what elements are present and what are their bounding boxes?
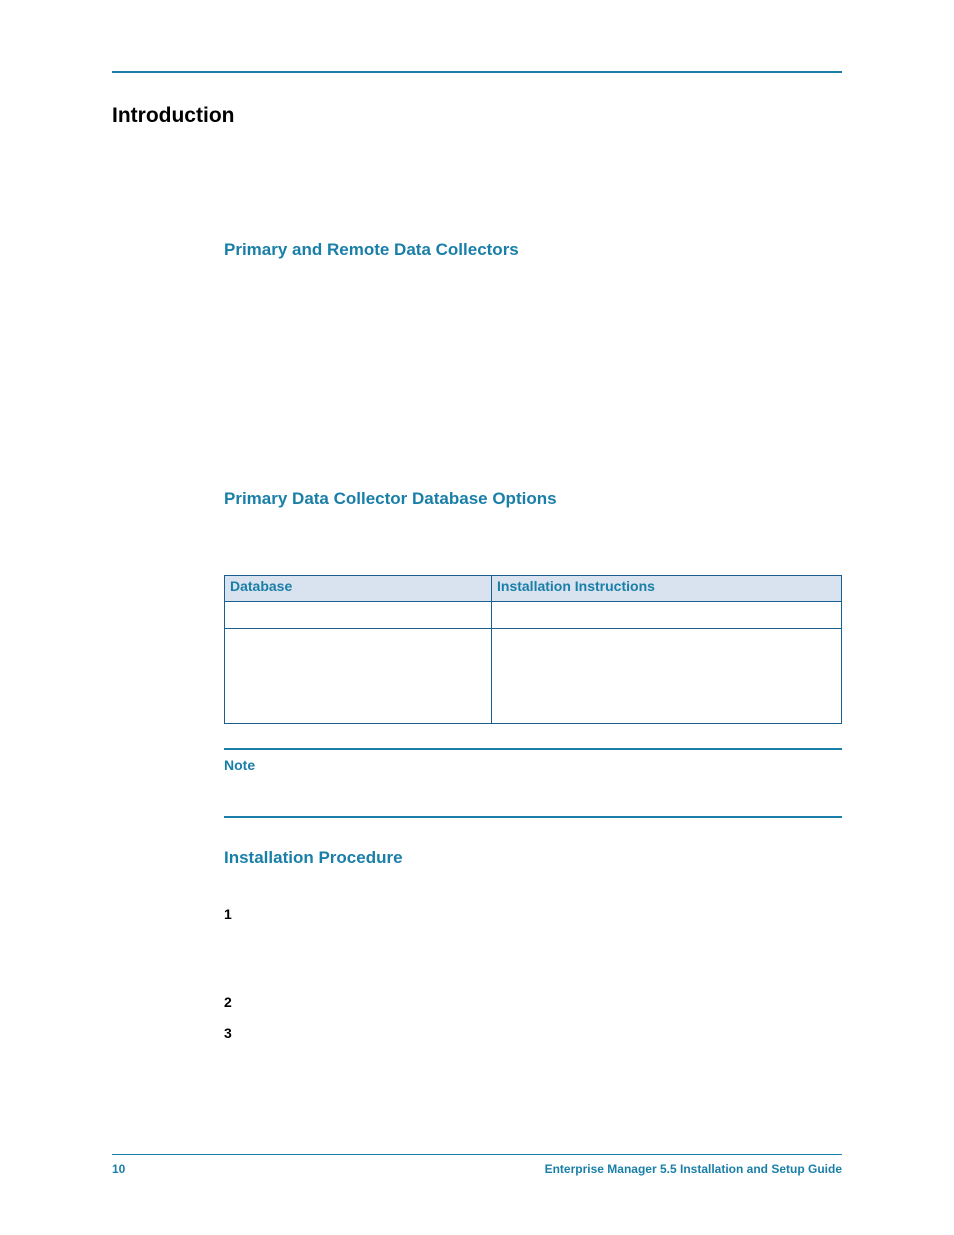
table-row xyxy=(225,629,842,724)
footer-rule xyxy=(112,1154,842,1155)
table-cell xyxy=(492,629,842,724)
table-header-row xyxy=(225,576,842,602)
chapter-title: Introduction xyxy=(112,104,235,127)
footer-guide-title: Enterprise Manager 5.5 Installation and Setup Guide xyxy=(544,1162,842,1176)
step-number: 3 xyxy=(224,1025,232,1041)
table-header-database: Database xyxy=(225,576,492,602)
table-row xyxy=(225,602,842,629)
table-header-installation-instructions: Installation Instructions xyxy=(492,576,842,602)
footer-page-number: 10 xyxy=(112,1162,126,1176)
step-number: 1 xyxy=(224,906,232,922)
table-cell xyxy=(225,602,492,629)
step-number: 2 xyxy=(224,994,232,1010)
section-heading-database-options: Primary Data Collector Database Options xyxy=(224,489,557,508)
section-heading-installation-procedure: Installation Procedure xyxy=(224,848,403,867)
database-options-table xyxy=(224,575,842,724)
note-label: Note xyxy=(224,757,256,773)
section-heading-collectors: Primary and Remote Data Collectors xyxy=(224,240,519,259)
table-cell xyxy=(492,602,842,629)
note-top-rule xyxy=(224,748,842,750)
header-rule xyxy=(112,71,842,73)
note-bottom-rule xyxy=(224,816,842,818)
table-cell xyxy=(225,629,492,724)
